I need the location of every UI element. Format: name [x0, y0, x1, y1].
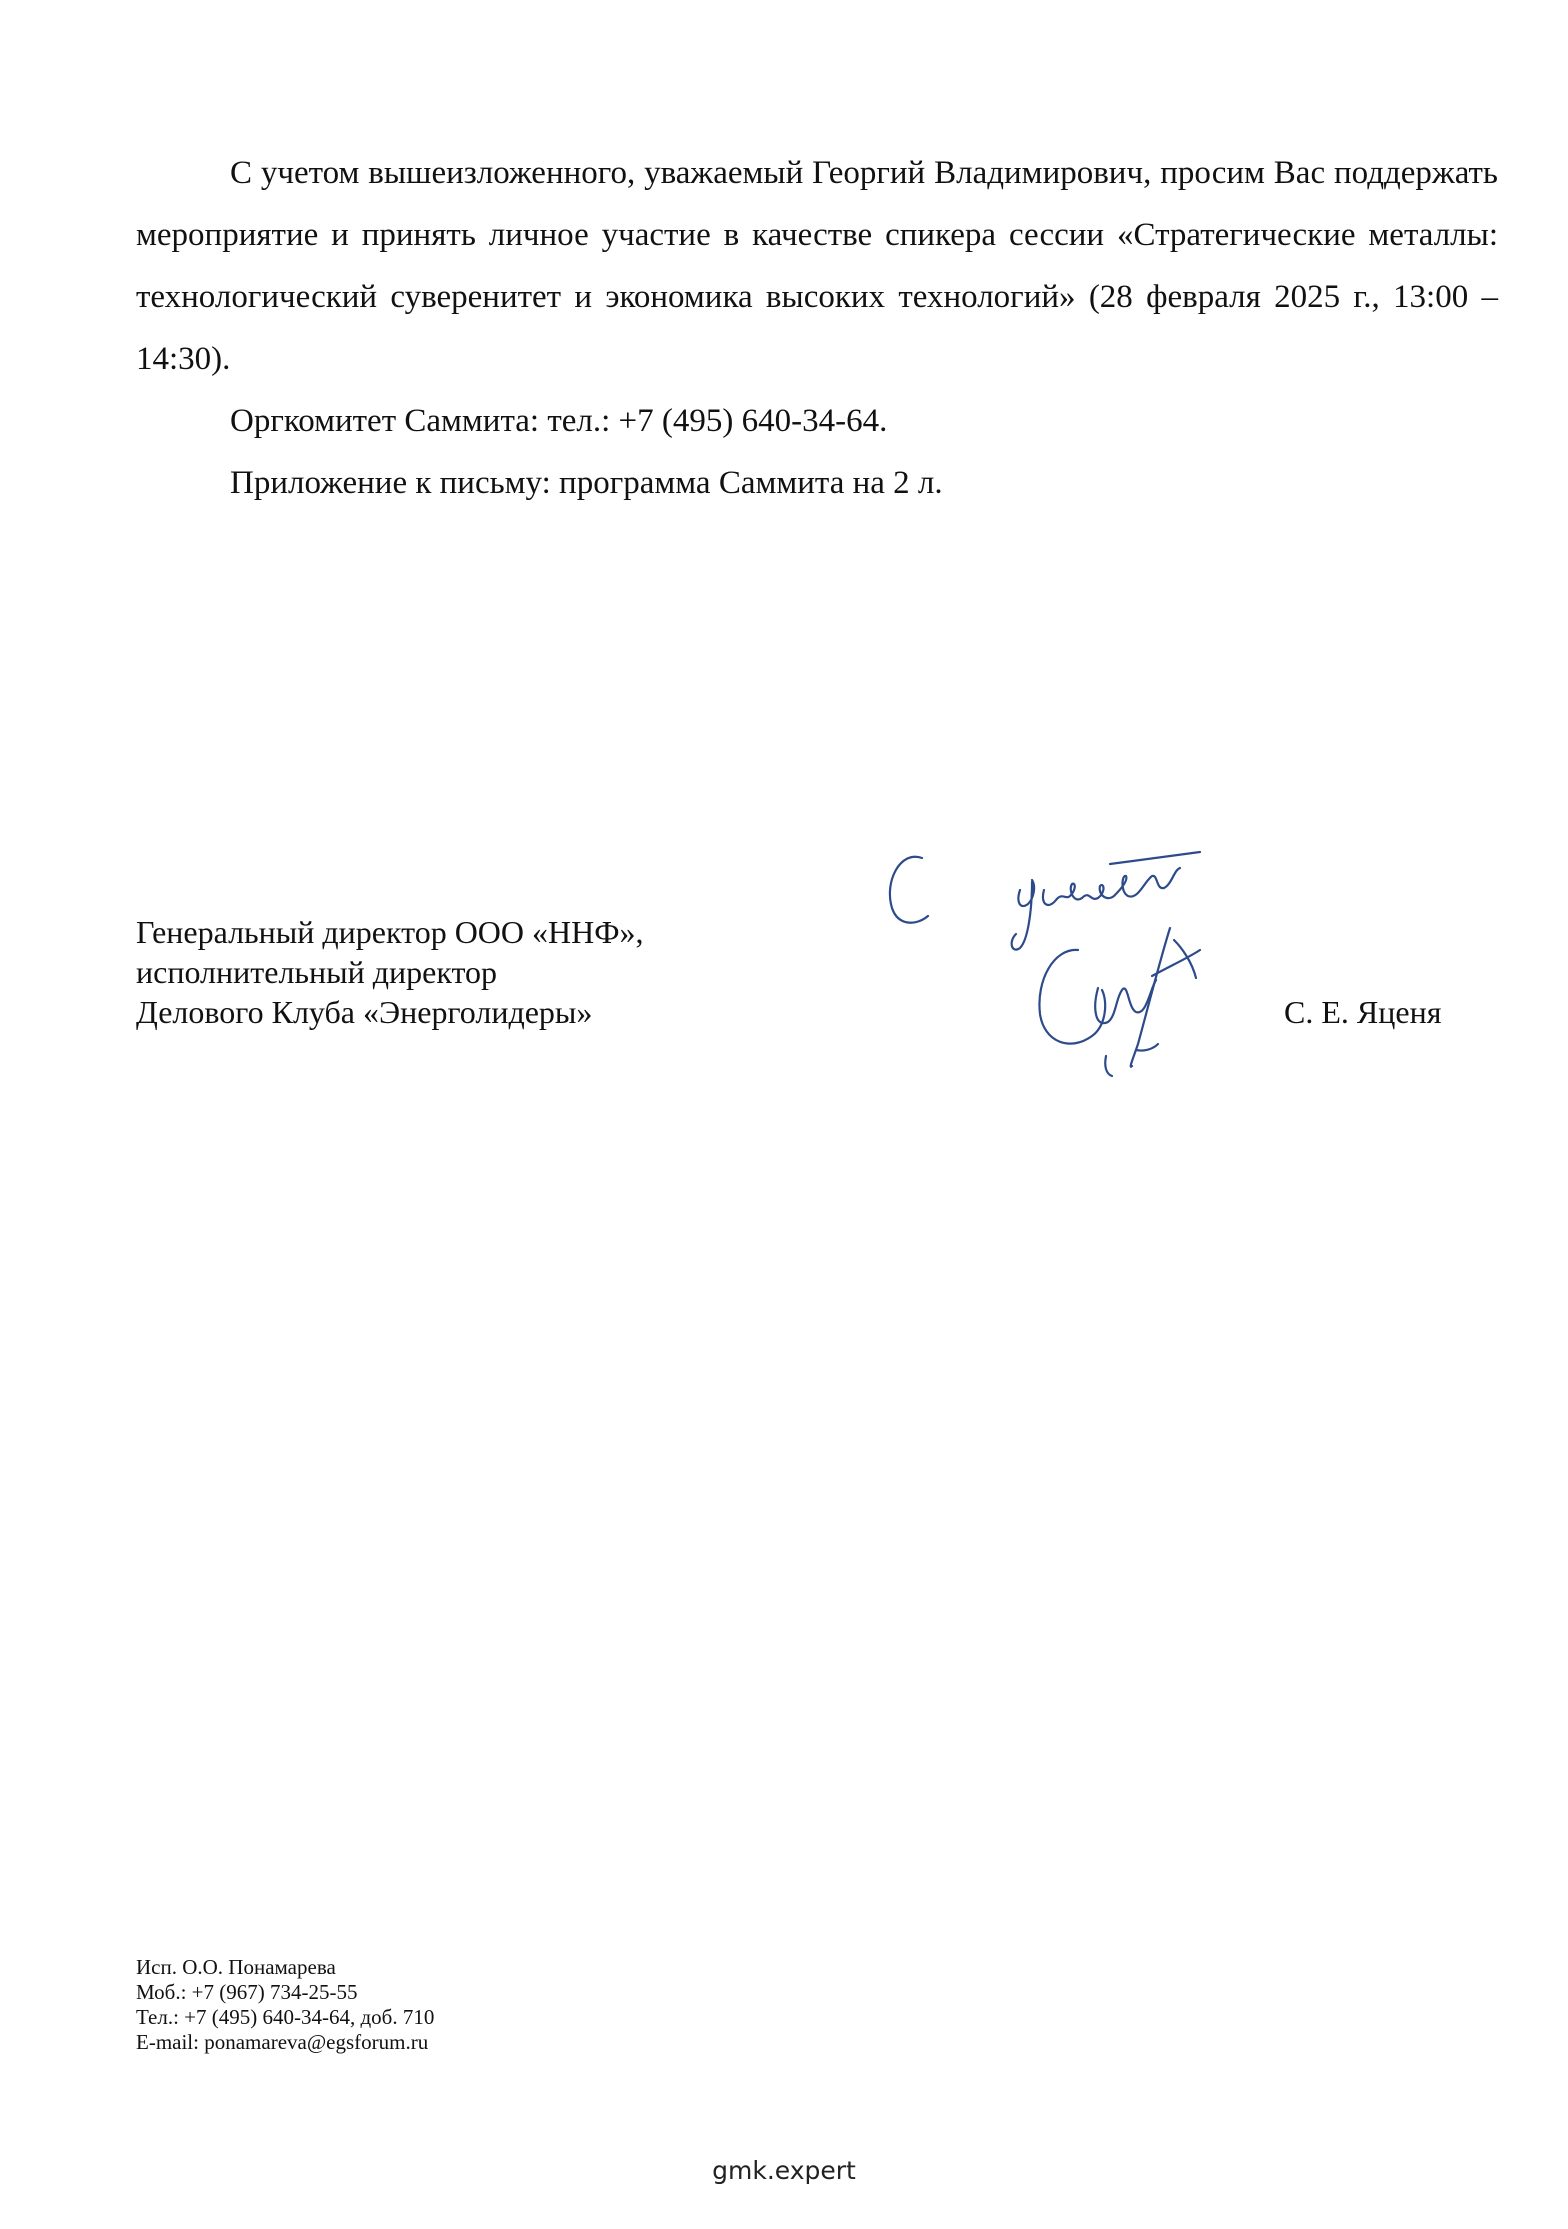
executor-email: E-mail: ponamareva@egsforum.ru: [136, 2030, 429, 2054]
signatory-title: [136, 912, 644, 1032]
executor-contacts: [136, 1955, 434, 2055]
letter-paragraph-attachment: Приложение к письму: программа Саммита на 2 л.: [230, 465, 943, 501]
executor-name: Исп. О.О. Понамарева: [136, 1955, 336, 1979]
executor-phone: Тел.: +7 (495) 640-34-64, доб. 710: [136, 2005, 435, 2029]
letter-body: [136, 142, 1498, 514]
signatory-title-line: Генеральный директор ООО «ННФ»,: [136, 914, 644, 950]
signature-stroke: [1105, 1056, 1112, 1076]
letter-paragraph-request: С учетом вышеизложенного, уважаемый Георгий Владимирович, просим Вас поддержать мероприятие и принять личное участие в качестве спикера сессии «Стратегические металлы: технологический суверенитет и экономика высоких технологий» (28 февраля 2025 г., 13:00 – 14:30).: [136, 155, 1498, 377]
signature-stroke: [1043, 868, 1180, 905]
signer-name: С. Е. Яценя: [1284, 994, 1442, 1030]
signature-stroke: [1012, 880, 1034, 950]
signature-stroke: [1110, 852, 1200, 864]
source-watermark: gmk.expert: [712, 2156, 856, 2185]
signatory-title-line: Делового Клуба «Энерголидеры»: [136, 994, 593, 1030]
signature-stroke: [890, 857, 928, 923]
letter-paragraph-contact: Оргкомитет Саммита: тел.: +7 (495) 640-34-64.: [230, 403, 888, 439]
signatory-title-line: исполнительный директор: [136, 954, 498, 990]
handwritten-signature: [870, 830, 1310, 1100]
signature-stroke: [1131, 928, 1170, 1067]
signature-stroke: [1136, 1044, 1158, 1051]
executor-mobile: Моб.: +7 (967) 734-25-55: [136, 1980, 358, 2004]
